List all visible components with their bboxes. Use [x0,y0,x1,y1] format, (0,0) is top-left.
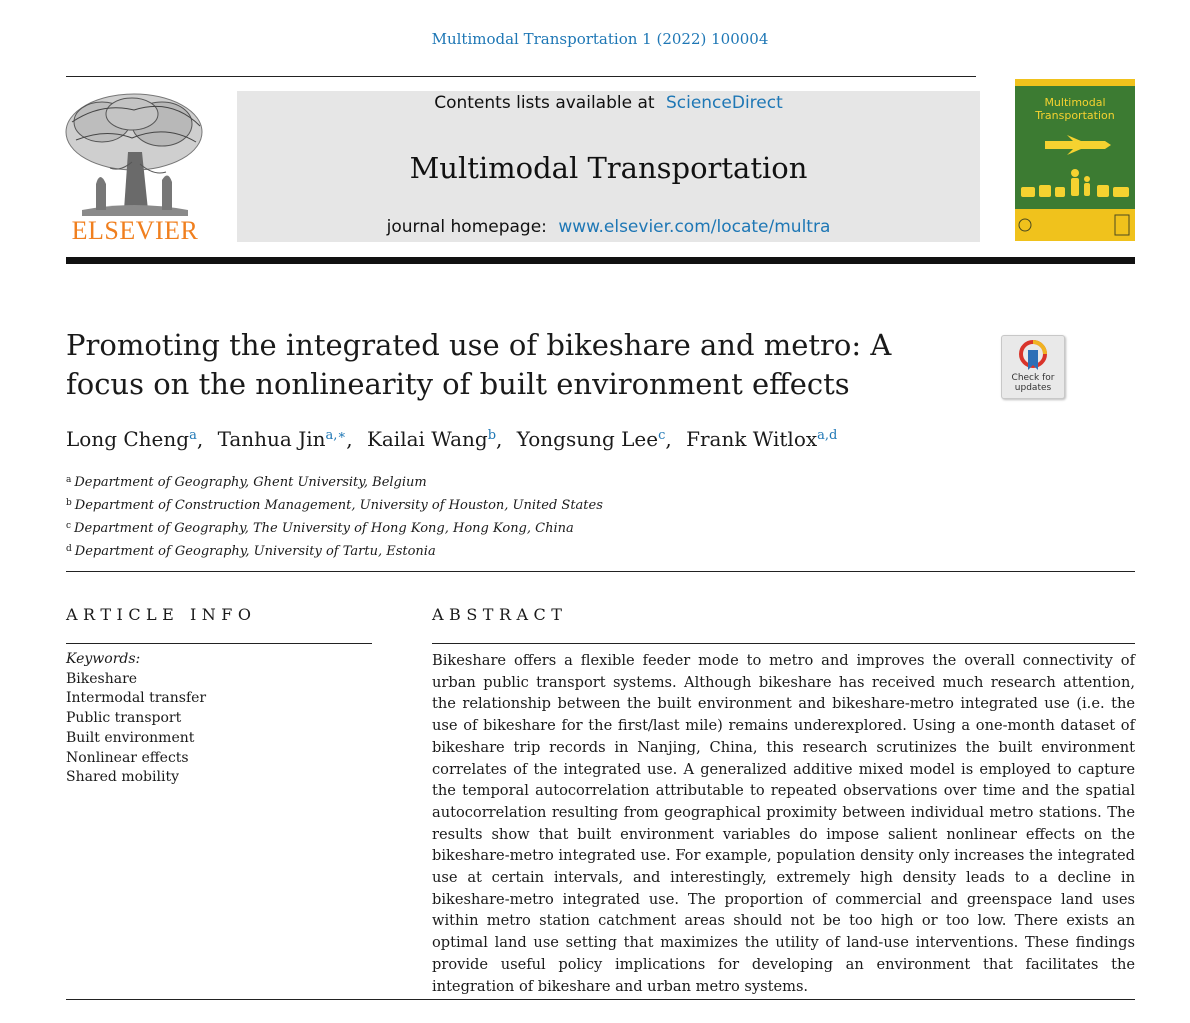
affiliation-item [66,493,603,516]
homepage-prefix: journal homepage: [386,217,547,237]
header-thick-rule [66,257,1135,264]
affiliation-text: Department of Geography, Ghent University, Belgium [74,475,427,490]
elsevier-wordmark: ELSEVIER [71,216,199,245]
affiliation-mark: a [66,475,72,485]
section-rule [66,571,1135,572]
author-affiliation-mark[interactable]: a,∗ [325,428,347,443]
affiliation-item [66,470,603,493]
affiliation-text: Department of Geography, The University of Hong Kong, Hong Kong, China [74,521,574,536]
affiliation-mark: b [66,498,72,508]
affiliation-mark: d [66,544,72,554]
author-name[interactable]: Kailai Wang [366,427,488,451]
keyword-item: Public transport [66,710,182,727]
journal-reference[interactable]: Multimodal Transportation 1 (2022) 100004 [431,30,769,48]
article-info-heading: ARTICLE INFO [66,605,257,624]
affiliation-item [66,539,603,562]
cover-seal-icon [1015,209,1135,241]
author-list: Long Cheng$^a$, Tanhua Jin$^{a,∗}$, Kailai Wang$^b$, Yongsung Lee$^c$, Frank Witlox$^{a,d}$ [66,427,838,451]
cover-title [1015,96,1135,122]
author-name[interactable]: Frank Witlox [686,427,818,451]
abstract-heading: ABSTRACT [432,605,568,624]
journal-banner [237,91,980,242]
author-affiliation-mark[interactable]: c [658,428,666,443]
affiliation-text: Department of Geography, University of Tartu, Estonia [74,544,436,559]
author-name[interactable]: Yongsung Lee [516,427,659,451]
affiliation-mark: c [66,521,72,531]
cover-bottom-band [1015,209,1135,241]
keyword-item: Shared mobility [66,769,179,786]
tree-icon [62,92,208,217]
check-updates-line2: updates [1014,383,1052,393]
check-updates-label [1002,373,1064,393]
journal-cover[interactable] [1015,79,1135,241]
crossmark-icon [1019,340,1047,372]
contents-available [237,93,980,113]
author-name[interactable]: Long Cheng [66,427,190,451]
check-for-updates-button[interactable] [1001,335,1065,399]
check-updates-line1: Check for [1011,373,1055,383]
affiliation-item [66,516,603,539]
elsevier-logo [62,92,208,244]
abstract-rule [432,643,1135,644]
abstract-text: Bikeshare offers a flexible feeder mode to metro and improves the overall connectivity of urban public transport systems. Although bikeshare has received much research attention, the relationship between the built environment and bikeshare-metro integrated use (i.e. the use of bikeshare for the first/last mile) remains underexplored. Using a one-month dataset of bikeshare trip records in Nanjing, China, this research scrutinizes the built environment correlates of the integrated use. A generalized additive mixed model is employed to capture the temporal autocorrelation attributable to repeated observations over time and the spatial autocorrelation resulting from geographical proximity between individual metro stations. The results show that built environment variables do impose salient nonlinear effects on the bikeshare-metro integrated use. For example, population density only increases the integrated use at certain intervals, and interestingly, extremely high density leads to a decline in bikeshare-metro integrated use. The proportion of commercial and greenspace land uses within metro station catchment areas should not be too high or too low. There exists an optimal land use setting that maximizes the utility of land-use interventions. These findings provide useful policy implications for developing an environment that facilitates the integration of bikeshare and urban metro systems. [432,652,1135,995]
keywords-label: Keywords: [66,651,141,667]
journal-homepage [237,217,980,237]
cover-top-band [1015,79,1135,86]
keyword-item: Nonlinear effects [66,749,189,766]
sciencedirect-link[interactable]: ScienceDirect [665,93,783,113]
keywords-block [66,650,206,788]
author-affiliation-mark[interactable]: a,d [817,428,838,443]
contents-prefix: Contents lists available at [434,93,655,113]
cover-title-line1: Multimodal [1044,96,1106,109]
keyword-item: Intermodal transfer [66,690,207,707]
keyword-item: Bikeshare [66,670,138,687]
affiliation-list [66,470,603,562]
article-title: Promoting the integrated use of bikeshare and metro: A focus on the nonlinearity of built environment effects [66,328,892,401]
article-info-rule [66,643,372,644]
author-affiliation-mark[interactable]: a [189,428,197,443]
keyword-item: Built environment [66,729,195,746]
journal-title: Multimodal Transportation [409,151,808,185]
author-affiliation-mark[interactable]: b [487,428,497,443]
homepage-link[interactable]: www.elsevier.com/locate/multra [558,217,831,237]
transport-icons [1015,121,1135,211]
author-name[interactable]: Tanhua Jin [217,427,326,451]
bottom-rule [66,999,1135,1000]
cover-title-line2: Transportation [1035,109,1115,122]
header-rule [66,76,976,77]
affiliation-text: Department of Construction Management, University of Houston, United States [74,498,603,513]
